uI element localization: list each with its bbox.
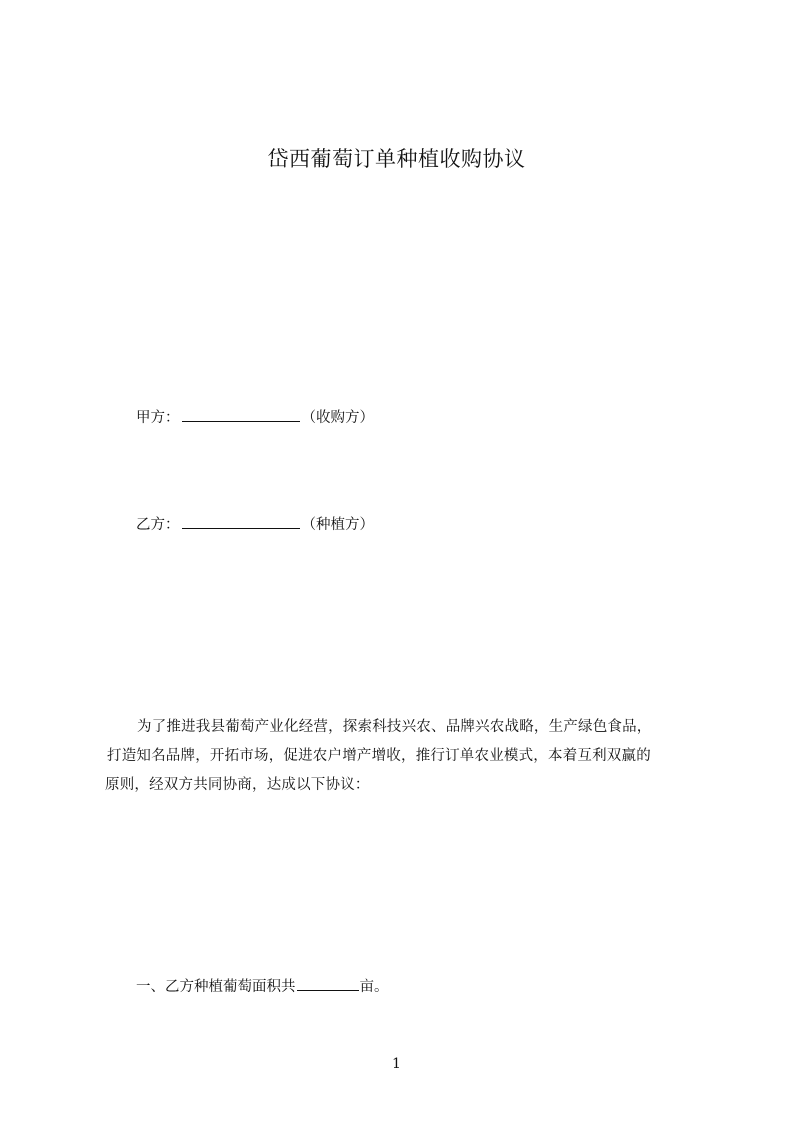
clause-1-blank <box>297 976 359 991</box>
clause-1 <box>136 975 389 996</box>
party-a-label: 甲方： <box>136 410 180 426</box>
page-number: 1 <box>392 1056 401 1072</box>
party-a-blank <box>182 407 300 422</box>
party-a-role: （收购方） <box>301 410 374 426</box>
party-b-line <box>136 513 374 534</box>
document-title: 岱西葡萄订单种植收购协议 <box>267 147 526 171</box>
clause-1-prefix: 一、乙方种植葡萄面积共 <box>136 979 296 995</box>
party-b-label: 乙方： <box>136 517 180 533</box>
clause-1-suffix: 亩。 <box>359 979 389 995</box>
party-a-line <box>136 406 374 427</box>
preamble-line-3: 原则，经双方共同协商，达成以下协议： <box>105 777 370 793</box>
preamble-line-2: 打造知名品牌，开拓市场，促进农户增产增收，推行订单农业模式，本着互利双赢的 <box>107 748 651 764</box>
preamble-line-1: 为了推进我县葡萄产业化经营，探索科技兴农、品牌兴农战略，生产绿色食品， <box>137 719 652 735</box>
party-b-blank <box>182 514 300 529</box>
party-b-role: （种植方） <box>301 517 374 533</box>
